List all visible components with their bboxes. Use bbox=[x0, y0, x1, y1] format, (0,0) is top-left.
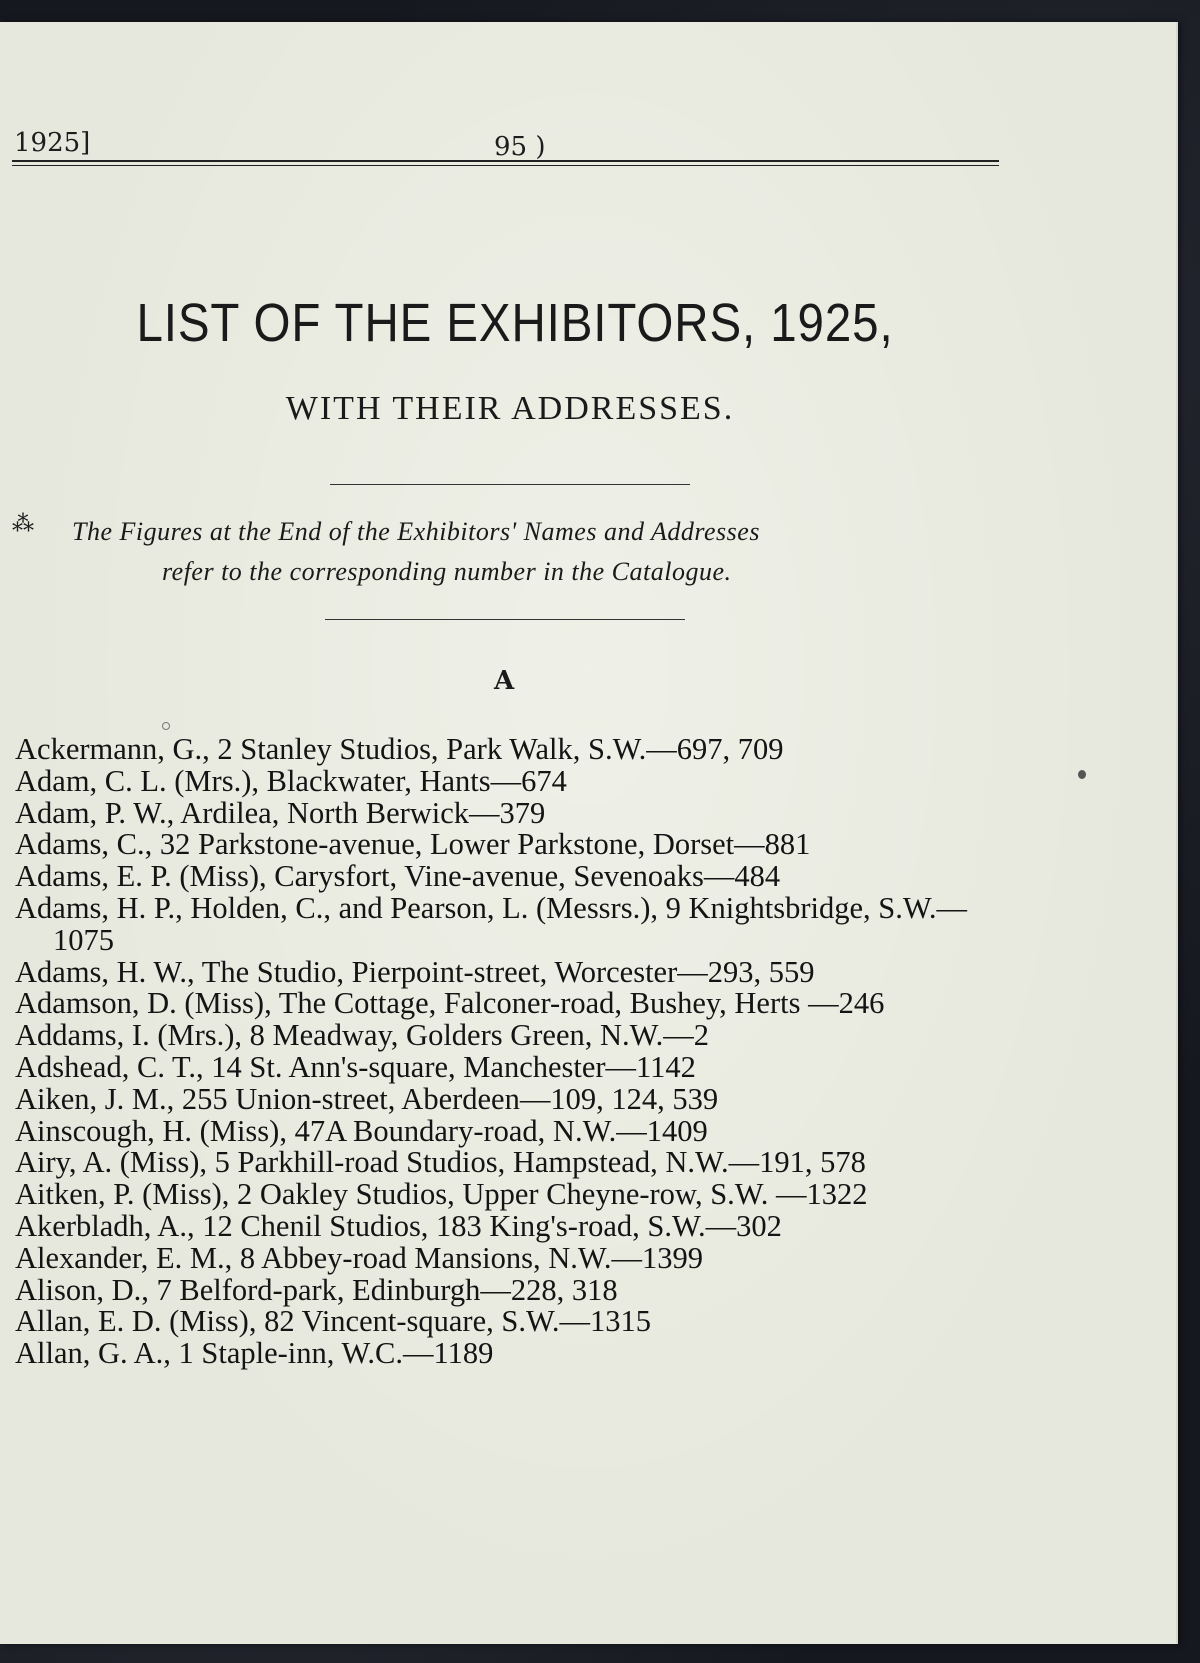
note-line-2: refer to the corresponding number in the Catalogue. bbox=[162, 557, 732, 586]
asterism-icon: ⁂ bbox=[12, 512, 34, 537]
exhibitor-entry: Addams, I. (Mrs.), 8 Meadway, Golders Green, N.W.—2 bbox=[15, 1018, 710, 1053]
exhibitor-entry: Allan, G. A., 1 Staple-inn, W.C.—1189 bbox=[15, 1336, 494, 1371]
page-number: 95 ) bbox=[494, 132, 546, 162]
section-letter: A bbox=[494, 666, 515, 696]
exhibitor-entry: Adams, H. W., The Studio, Pierpoint-street, Worcester—293, 559 bbox=[15, 954, 815, 989]
exhibitor-entry: Aitken, P. (Miss), 2 Oakley Studios, Upper Cheyne-row, S.W. —1322 bbox=[15, 1177, 868, 1212]
book-page bbox=[0, 22, 1176, 1644]
exhibitor-entry: Ainscough, H. (Miss), 47A Boundary-road, N.W.—1409 bbox=[15, 1113, 708, 1148]
exhibitor-entry: Adam, C. L. (Mrs.), Blackwater, Hants—674 bbox=[15, 763, 567, 798]
exhibitor-entry: Adamson, D. (Miss), The Cottage, Falconer-road, Bushey, Herts —246 bbox=[15, 986, 885, 1021]
exhibitor-entry: Akerbladh, A., 12 Chenil Studios, 183 King's-road, S.W.—302 bbox=[15, 1208, 782, 1243]
running-year: 1925] bbox=[14, 128, 91, 158]
catalogue-note bbox=[72, 512, 1022, 592]
exhibitor-entry: Adams, E. P. (Miss), Carysfort, Vine-avenue, Sevenoaks—484 bbox=[15, 859, 781, 894]
paper-speck bbox=[1078, 770, 1086, 779]
exhibitor-entry: Aiken, J. M., 255 Union-street, Aberdeen—109, 124, 539 bbox=[15, 1081, 719, 1116]
exhibitor-entry: Alexander, E. M., 8 Abbey-road Mansions, N.W.—1399 bbox=[15, 1240, 704, 1275]
exhibitor-entry: Adams, H. P., Holden, C., and Pearson, L. (Messrs.), 9 Knightsbridge, S.W.—1075 bbox=[15, 890, 967, 957]
exhibitor-list bbox=[15, 734, 1025, 1370]
page-subtitle: WITH THEIR ADDRESSES. bbox=[285, 390, 735, 427]
exhibitor-entry: Adams, C., 32 Parkstone-avenue, Lower Parkstone, Dorset—881 bbox=[15, 827, 811, 862]
exhibitor-entry: Adshead, C. T., 14 St. Ann's-square, Manchester—1142 bbox=[15, 1049, 696, 1084]
exhibitor-entry: Ackermann, G., 2 Stanley Studios, Park Walk, S.W.—697, 709 bbox=[15, 732, 784, 766]
header-rule bbox=[12, 160, 999, 166]
running-header bbox=[12, 110, 998, 162]
exhibitor-entry: Alison, D., 7 Belford-park, Edinburgh—228, 318 bbox=[15, 1272, 618, 1307]
note-line-1: The Figures at the End of the Exhibitors' Names and Addresses bbox=[72, 517, 760, 546]
exhibitor-entry: Airy, A. (Miss), 5 Parkhill-road Studios, Hampstead, N.W.—191, 578 bbox=[15, 1145, 866, 1180]
divider-rule bbox=[330, 484, 690, 485]
paper-speck bbox=[162, 722, 170, 730]
exhibitor-entry: Allan, E. D. (Miss), 82 Vincent-square, S.W.—1315 bbox=[15, 1304, 652, 1339]
divider-rule bbox=[325, 619, 685, 620]
exhibitor-entry: Adam, P. W., Ardilea, North Berwick—379 bbox=[15, 795, 546, 830]
page-title: LIST OF THE EXHIBITORS, 1925, bbox=[136, 293, 894, 353]
